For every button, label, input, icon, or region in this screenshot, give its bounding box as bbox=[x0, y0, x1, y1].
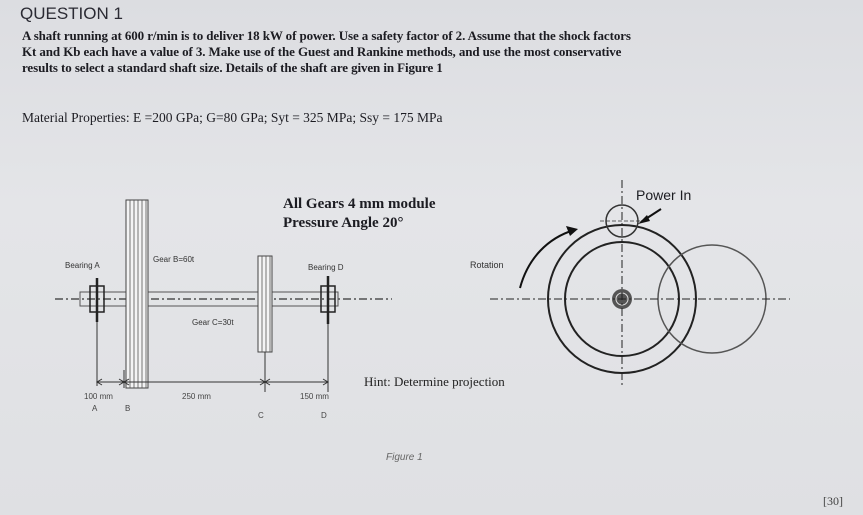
dim-ab-label: 100 mm bbox=[84, 392, 113, 401]
gear-b-label: Gear B=60t bbox=[153, 255, 195, 264]
hint-label: Hint: Determine projection bbox=[364, 374, 505, 389]
point-d-label: D bbox=[321, 411, 327, 420]
bearing-d-label: Bearing D bbox=[308, 263, 344, 272]
marks-label: [30] bbox=[823, 494, 843, 508]
question-line-3: results to select a standard shaft size. Details of the shaft are given in Figure 1 bbox=[22, 60, 443, 75]
bearing-d bbox=[321, 276, 335, 324]
figure-caption: Figure 1 bbox=[386, 452, 423, 463]
bearing-a bbox=[90, 278, 104, 322]
end-view bbox=[490, 180, 790, 385]
material-properties: Material Properties: E =200 GPa; G=80 GPa; Syt = 325 MPa; Ssy = 175 MPa bbox=[22, 110, 443, 125]
gear-c-label: Gear C=30t bbox=[192, 318, 234, 327]
pressure-angle-label: Pressure Angle 20° bbox=[283, 215, 404, 231]
point-a-label: A bbox=[92, 404, 98, 413]
question-line-2: Kt and Kb each have a value of 3. Make use of the Guest and Rankine methods, and use the most conservative bbox=[22, 44, 622, 59]
rotation-label: Rotation bbox=[470, 260, 504, 270]
question-heading: QUESTION 1 bbox=[20, 4, 123, 23]
point-c-label: C bbox=[258, 411, 264, 420]
question-line-1: A shaft running at 600 r/min is to deliver 18 kW of power. Use a safety factor of 2. Assume that the shock factors bbox=[22, 28, 631, 43]
dim-cd-label: 150 mm bbox=[300, 392, 329, 401]
power-in-arrow-icon bbox=[638, 209, 661, 224]
bearing-a-label: Bearing A bbox=[65, 261, 100, 270]
gear-b bbox=[126, 200, 148, 388]
gear-c bbox=[258, 256, 272, 352]
power-in-label: Power In bbox=[636, 187, 692, 203]
dim-bc-label: 250 mm bbox=[182, 392, 211, 401]
point-b-label: B bbox=[125, 404, 131, 413]
gears-module-label: All Gears 4 mm module bbox=[283, 196, 436, 212]
